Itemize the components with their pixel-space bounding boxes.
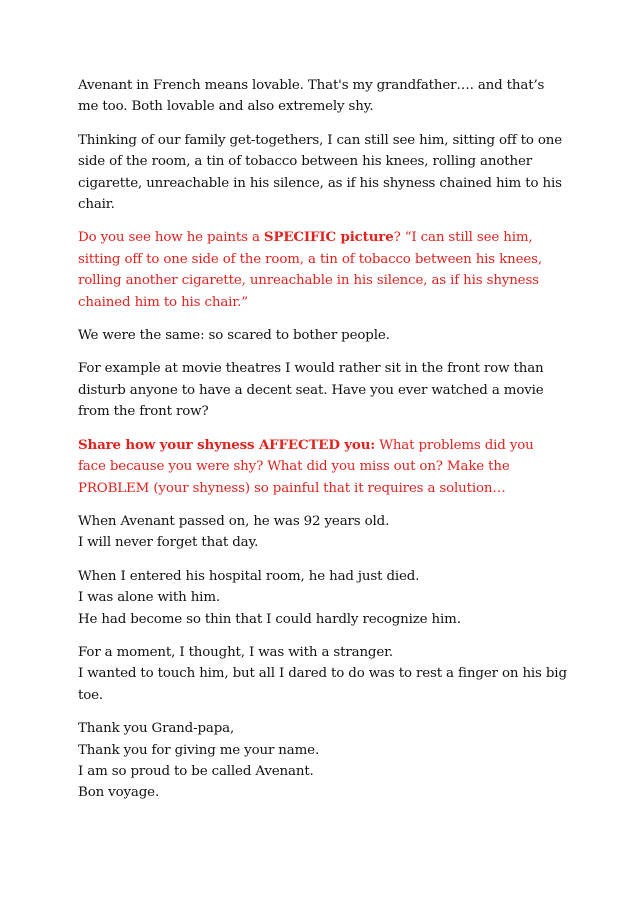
text-line: I was alone with him.	[78, 590, 220, 606]
annotation-text: Do you see how he paints a	[78, 230, 264, 246]
text-line: chained him to his chair.”	[78, 294, 248, 310]
document-page	[78, 75, 578, 816]
text-line: sitting off to one side of the room, a tin of tobacco between his knees,	[78, 251, 542, 267]
annotation-emphasis: SPECIFIC picture	[263, 229, 394, 246]
text-line: When Avenant passed on, he was 92 years old.	[78, 513, 390, 529]
text-line: PROBLEM (your shyness) so painful that it requires a solution…	[78, 480, 506, 496]
text-line: For example at movie theatres I would rather sit in the front row than	[78, 361, 544, 377]
paragraph-stranger	[78, 642, 578, 706]
paragraph-same	[78, 325, 578, 346]
annotation-text: ? “I can still see him,	[393, 230, 533, 246]
text-line: For a moment, I thought, I was with a stranger.	[78, 644, 394, 660]
annotation-emphasis: Share how your shyness AFFECTED you:	[78, 436, 376, 453]
text-line	[78, 227, 578, 248]
text-line	[78, 435, 578, 456]
paragraph-family-gatherings	[78, 130, 578, 216]
text-line: I wanted to touch him, but all I dared to do was to rest a finger on his big	[78, 666, 567, 682]
annotation-shyness-affected	[78, 435, 578, 499]
text-line: from the front row?	[78, 404, 209, 420]
text-line: I am so proud to be called Avenant.	[78, 763, 314, 779]
text-line: Avenant in French means lovable. That's my grandfather…. and that’s	[78, 78, 545, 93]
paragraph-thank-you	[78, 718, 578, 804]
paragraph-hospital	[78, 566, 578, 630]
text-line: He had become so thin that I could hardly recognize him.	[78, 611, 461, 627]
text-line: me too. Both lovable and also extremely shy.	[78, 99, 374, 115]
text-line: When I entered his hospital room, he had just died.	[78, 568, 420, 584]
text-line: Thank you Grand-papa,	[78, 721, 235, 737]
text-line: Bon voyage.	[78, 785, 160, 801]
text-line: face because you were shy? What did you miss out on? Make the	[78, 459, 510, 475]
text-line: cigarette, unreachable in his silence, as if his shyness chained him to his	[78, 175, 562, 191]
text-line: rolling another cigarette, unreachable in his silence, as if his shyness	[78, 273, 539, 289]
text-line: We were the same: so scared to bother people.	[78, 328, 390, 344]
paragraph-intro	[78, 75, 578, 118]
paragraph-passed-on	[78, 511, 578, 554]
text-line: I will never forget that day.	[78, 535, 259, 551]
annotation-specific-picture	[78, 227, 578, 313]
annotation-text: What problems did you	[375, 437, 534, 453]
text-line: toe.	[78, 687, 104, 703]
text-line: disturb anyone to have a decent seat. Have you ever watched a movie	[78, 382, 544, 398]
text-line: side of the room, a tin of tobacco between his knees, rolling another	[78, 154, 532, 170]
paragraph-movie-theatre	[78, 358, 578, 422]
text-line: Thank you for giving me your name.	[78, 742, 320, 758]
text-line: chair.	[78, 197, 115, 213]
text-line: Thinking of our family get-togethers, I can still see him, sitting off to one	[78, 132, 563, 148]
